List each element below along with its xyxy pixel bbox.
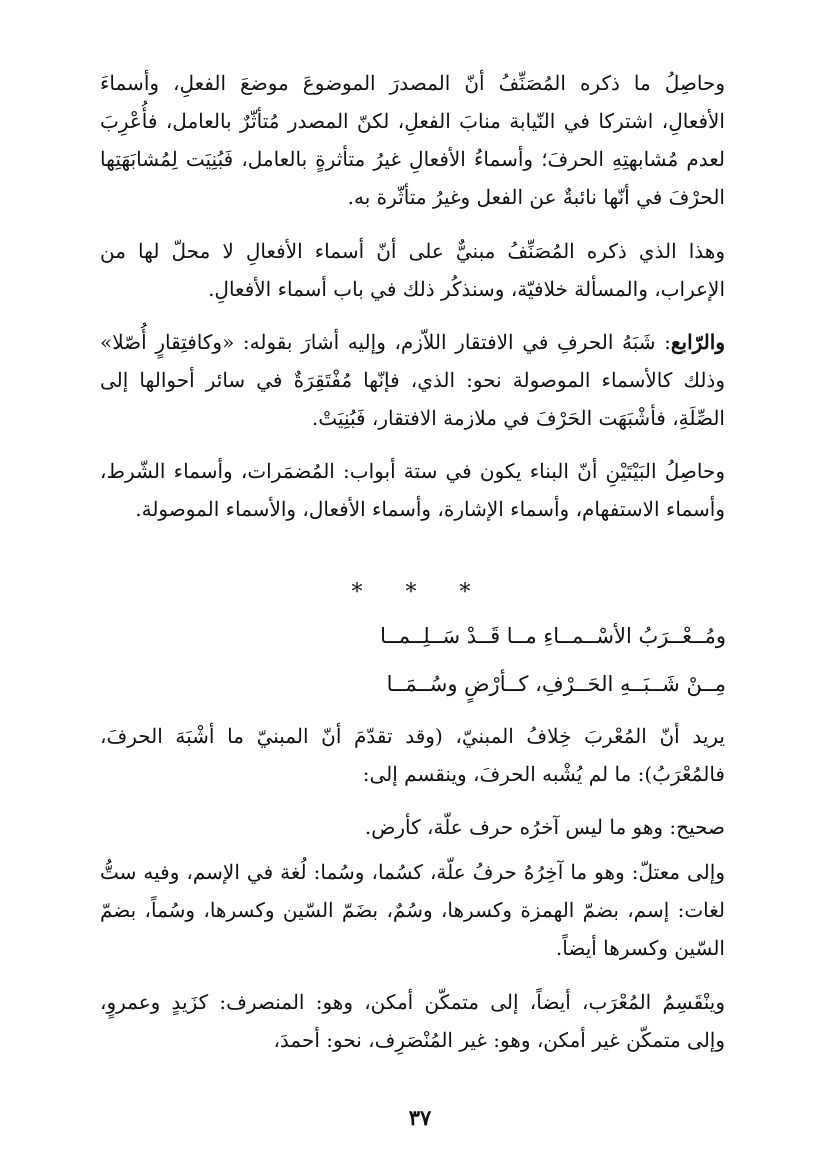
paragraph-summary-infinitive: وحاصِلُ ما ذكره المُصَنِّفُ أنّ المصدرَ الموضوعَ موضعَ الفعلِ، وأسماءَ الأفعالِ، اشتركا في النّيابة منابَ الفعلِ، لكنّ المصدر مُتأثّرٌ بالعامل، فأُعْرِبَ لعدم مُشابهتِهِ الحرفَ؛ وأسماءُ الأفعالِ غيرُ متأثرةٍ بالعامل، فَبُنِيَت لِمُشابَهَتِها الحرْفَ في أنّها نائبةٌ عن الفعل وغيرُ متأثّرة به. bbox=[100, 71, 725, 209]
verse-line-2: مِــنْ شَــبَــهِ الحَــرْفِ، كــأرْضٍ وسُــمَــا bbox=[386, 672, 726, 696]
fourth-text: : شَبَهُ الحرفِ في الافتقار اللاّزم، وإليه أشارَ بقوله: «وكافتِقارٍ أُصّلا» وذلك كالأسماء الموصولة نحو: الذي، فإنّها مُفْتَقِرَةٌ في سائر أحوالها إلى الصِّلَةِ، فأشْبَهَت الحَرْفَ في ملازمة الافتقار، فَبُنِيَتْ. bbox=[100, 330, 725, 430]
verse-line-1: ومُــعْــرَبُ الأسْــمــاءِ مــا قَــدْ سَــلِــمــا bbox=[380, 624, 726, 648]
paragraph-fourth-reason bbox=[100, 323, 725, 437]
fourth-label: والرّابع bbox=[670, 330, 725, 354]
paragraph-sound: صحيح: وهو ما ليس آخرُه حرف علّة، كأرض. bbox=[364, 815, 725, 839]
paragraph-divisions: وينْقَسِمُ المُعْرَب، أيضاً، إلى متمكّن أمكن، وهو: المنصرف: كزَيدٍ وعمروٍ، وإلى متمكّن غير أمكن، وهو: غير المُنْصَرِف، نحو: أحمدَ، bbox=[100, 990, 725, 1052]
paragraph-declinable-definition: يريد أنّ المُعْربَ خِلافُ المبنيّ، (وقد تقدّمَ أنّ المبنيّ ما أشْبَهَ الحرفَ، فالمُعْرَبُ): ما لم يُشْبه الحرفَ، وينقسم إلى: bbox=[100, 724, 725, 786]
paragraph-verb-names-note: وهذا الذي ذكره المُصَنِّفُ مبنيٌّ على أنّ أسماء الأفعالِ لا محلّ لها من الإعراب، والمسألة خلافيّة، وسنذكُر ذلك في باب أسماء الأفعالِ. bbox=[100, 239, 725, 301]
paragraph-summary-two-verses: وحاصِلُ البَيْتَيْنِ أنّ البناء يكون في ستة أبواب: المُضمَرات، وأسماء الشّرط، وأسماء الاستفهام، وأسماء الإشارة، وأسماء الأفعال، والأسماء الموصولة. bbox=[100, 459, 725, 521]
paragraph-defective: وإلى معتلّ: وهو ما آخِرُهُ حرفُ علّة، كسُما، وسُما: لُغة في الإسم، وفيه ستُّ لغات: إسم، بضمّ الهمزة وكسرها، وسُمٌ، بضَمّ السّين وكسرها، وسُماً، بضمّ السّين وكسرها أيضاً. bbox=[100, 860, 725, 960]
section-separator: * * * bbox=[351, 580, 489, 605]
page-number: ٣٧ bbox=[408, 1105, 432, 1130]
